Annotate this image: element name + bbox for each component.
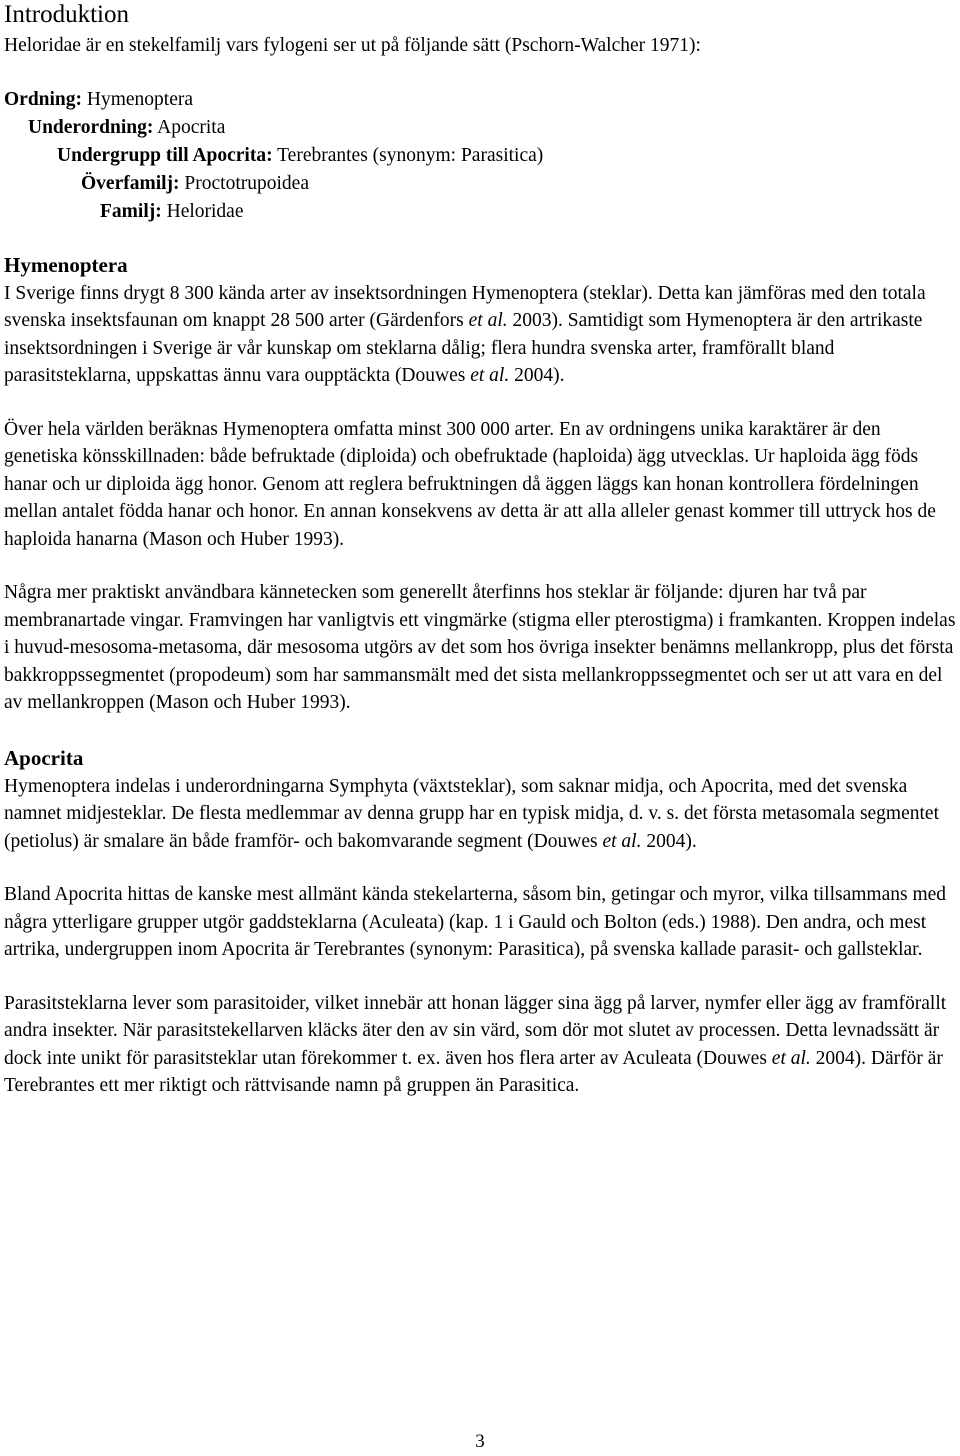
document-page [4,0,956,1100]
intro-paragraph: Heloridae är en stekelfamilj vars fylogeni ser ut på följande sätt (Pschorn-Walcher 1971): [4,35,701,56]
taxonomy-value: Hymenoptera [86,88,194,110]
page-number: 3 [475,1431,485,1452]
taxonomy-value: Terebrantes (synonym: Parasitica) [277,144,544,166]
paragraph: Hymenoptera indelas i underordningarna Symphyta (växtsteklar), som saknar midja, och Apocrita, med det svenska namnet midjesteklar. De flesta medlemmar av denna grupp har en typisk midja, d. v. s. det första metasomala segmentet (petiolus) är smalare än både framför- och bakomvarande segment (Douwes et al. 2004). [4,775,940,852]
et-al-italic: et al. [470,365,510,386]
taxonomy-label: Ordning: [4,88,83,110]
taxonomy-value: Heloridae [166,200,244,222]
paragraph: Parasitsteklarna lever som parasitoider, vilket innebär att honan lägger sina ägg på larver, nymfer eller ägg av framförallt andra insekter. När parasitstekellarven kläcks äter den av sin värd, som dör mot slutet av processen. Detta levnadssätt är dock inte unikt för parasitsteklar utan förekommer t. ex. även hos flera arter av Aculeata (Douwes et al. 2004). Därför är Terebrantes ett mer riktigt och rättvisande namn på gruppen än Parasitica. [4,992,947,1096]
taxonomy-row-subgroup [4,142,956,170]
page-title: Introduktion [4,1,129,28]
taxonomy-label: Familj: [100,200,162,222]
et-al-italic: et al. [468,310,508,331]
taxonomy-label: Underordning: [28,116,154,138]
taxonomy-value: Apocrita [157,116,226,138]
taxonomy-row-family [4,198,956,226]
taxonomy-row-order [4,86,956,114]
et-al-italic: et al. [602,830,642,852]
section-heading-apocrita: Apocrita [4,745,84,770]
taxonomy-row-superfamily [4,170,956,198]
taxonomy-label: Undergrupp till Apocrita: [57,144,273,166]
taxonomy-list [4,86,956,226]
paragraph: Några mer praktiskt användbara kännetecken som generellt återfinns hos steklar är följande: djuren har två par membranartade vingar. Framvingen har vanligtvis ett vingmärke (stigma eller pterostigma) i framkanten. Kroppen indelas i huvud-mesosoma-metasoma, där mesosoma utgörs av det som hos övriga insekter benämns mellankropp, plus det första bakkroppssegmentet (propodeum) som har sammansmält med det sista mellankroppssegmentet och ser ut att vara en del av mellankroppen (Mason och Huber 1993). [4,582,956,713]
paragraph: Bland Apocrita hittas de kanske mest allmänt kända stekelarterna, såsom bin, getingar och myror, vilka tillsammans med några ytterligare grupper utgör gaddsteklarna (Aculeata) (kap. 1 i Gauld och Bolton (eds.) 1988). Den andra, och mest artrika, undergruppen inom Apocrita är Terebrantes (synonym: Parasitica), på svenska kallade parasit- och gallsteklar. [4,884,947,960]
taxonomy-row-suborder [4,114,956,142]
taxonomy-value: Proctotrupoidea [184,172,309,194]
taxonomy-label: Överfamilj: [81,172,180,194]
paragraph: Över hela världen beräknas Hymenoptera omfatta minst 300 000 arter. En av ordningens unika karaktärer är den genetiska könsskillnaden: både befruktade (diploida) och obefruktade (haploida) ägg utvecklas. Ur haploida ägg föds hanar och ur diploida ägg honor. Genom att reglera befruktningen då äggen läggs kan honan kontrollera fördelningen mellan antalet födda hanar och honor. En annan konsekvens av detta är att alla alleler genast kommer till uttryck hos de haploida hanarna (Mason och Huber 1993). [4,418,936,550]
section-heading-hymenoptera: Hymenoptera [4,252,128,277]
et-al-italic: et al. [771,1047,811,1069]
paragraph: I Sverige finns drygt 8 300 kända arter av insektsordningen Hymenoptera (steklar). Detta kan jämföras med den totala svenska insektsfaunan om knappt 28 500 arter (Gärdenfors et al. 2003). Samtidigt som Hymenoptera är den artrikaste insektsordningen i Sverige är vår kunskap om steklarna dålig; flera hundra svenska arter, framförallt bland parasitsteklarna, uppskattas ännu vara oupptäckta (Douwes et al. 2004). [4,282,926,386]
